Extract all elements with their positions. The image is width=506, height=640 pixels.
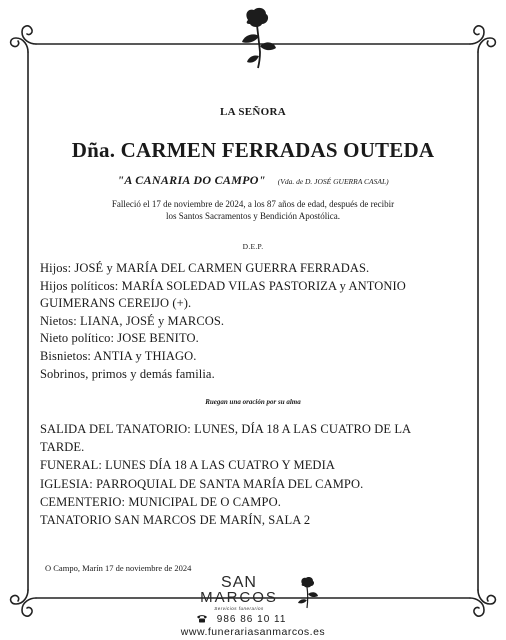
rose-icon xyxy=(232,6,280,70)
logo-rose-icon xyxy=(294,576,320,610)
service-line: CEMENTERIO: MUNICIPAL DE O CAMPO. xyxy=(40,494,281,509)
service-line: FUNERAL: LUNES DÍA 18 A LAS CUATRO Y MEDIA xyxy=(40,458,335,473)
deceased-name: Dña. CARMEN FERRADAS OUTEDA xyxy=(71,138,435,162)
service-line: IGLESIA: PARROQUIAL DE SANTA MARÍA DEL CAMPO. xyxy=(40,476,364,491)
announcement-line: los Santos Sacramentos y Bendición Apostólica. xyxy=(166,211,340,221)
family-line: GUIMERANS CEREIJO (+). xyxy=(40,296,192,311)
service-line: TANATORIO SAN MARCOS DE MARÍN, SALA 2 xyxy=(40,513,311,528)
rip-label: D.E.P. xyxy=(242,242,264,251)
death-announcement xyxy=(0,198,506,222)
family-line: Nietos: LIANA, JOSÉ y MARCOS. xyxy=(40,313,225,328)
place-date: O Campo, Marín 17 de noviembre de 2024 xyxy=(45,563,192,573)
family-list xyxy=(40,260,470,383)
phone-contact xyxy=(196,614,286,625)
service-line: SALIDA DEL TANATORIO: LUNES, DÍA 18 A LAS CUATRO DE LA xyxy=(40,422,412,436)
prayer-request: Ruegan una oración por su alma xyxy=(205,398,301,406)
nickname-line xyxy=(0,171,506,189)
family-line: Sobrinos, primos y demás familia. xyxy=(40,366,215,381)
phone-number: 986 86 10 11 xyxy=(216,614,287,625)
nickname: "A CANARIA DO CAMPO" xyxy=(117,173,266,187)
service-line: TARDE. xyxy=(40,440,85,455)
logo-line1: SAN xyxy=(221,574,257,591)
family-line: Hijos: JOSÉ y MARÍA DEL CARMEN GUERRA FERRADAS. xyxy=(40,261,370,275)
family-line: Hijos políticos: MARÍA SOLEDAD VILAS PASTORIZA y ANTONIO xyxy=(40,278,406,293)
heading-la-senora: LA SEÑORA xyxy=(220,106,286,118)
family-line: Nieto político: JOSE BENITO. xyxy=(40,331,199,346)
website-link[interactable]: www.funerariasanmarcos.es xyxy=(180,626,326,638)
logo-line2: MARCOS xyxy=(200,589,278,606)
announcement-line: Falleció el 17 de noviembre de 2024, a los 87 años de edad, después de recibir xyxy=(111,199,395,209)
widow-note: (Vda. de D. JOSÉ GUERRA CASAL) xyxy=(277,177,389,186)
phone-icon xyxy=(196,614,208,623)
services-list xyxy=(40,420,470,529)
family-line: Bisnietos: ANTIA y THIAGO. xyxy=(40,348,197,363)
logo-subtitle: Servicios funerarios xyxy=(214,606,264,611)
